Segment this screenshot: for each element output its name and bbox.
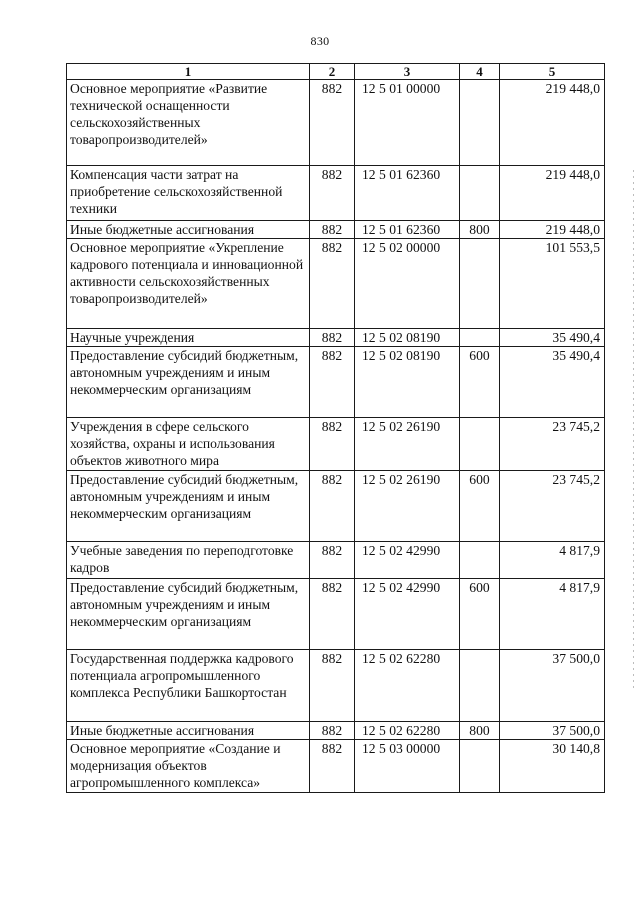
- row-name-cell: Иные бюджетные ассигнования: [67, 722, 310, 740]
- column-header-5: 5: [500, 64, 605, 80]
- table-row: [67, 722, 605, 740]
- row-amount-cell: 23 745,2: [500, 418, 605, 471]
- row-department-code-cell: 882: [310, 722, 355, 740]
- row-department-code-cell: 882: [310, 329, 355, 347]
- row-target-item-cell: 12 5 02 00000: [355, 239, 460, 329]
- row-target-item-cell: 12 5 02 62280: [355, 650, 460, 722]
- row-target-item-cell: 12 5 01 62360: [355, 221, 460, 239]
- row-expense-type-cell: 600: [460, 471, 500, 542]
- table-row: [67, 740, 605, 793]
- row-target-item-cell: 12 5 02 42990: [355, 579, 460, 650]
- row-amount-cell: 37 500,0: [500, 650, 605, 722]
- row-department-code-cell: 882: [310, 579, 355, 650]
- row-department-code-cell: 882: [310, 471, 355, 542]
- table-row: [67, 650, 605, 722]
- row-target-item-cell: 12 5 02 26190: [355, 471, 460, 542]
- row-name-cell: Научные учреждения: [67, 329, 310, 347]
- row-name-cell: Государственная поддержка кадрового потенциала агропромышленного комплекса Республики Башкортостан: [67, 650, 310, 722]
- budget-table: [66, 63, 605, 793]
- column-header-2: 2: [310, 64, 355, 80]
- row-name-cell: Учреждения в сфере сельского хозяйства, охраны и использования объектов животного мира: [67, 418, 310, 471]
- row-amount-cell: 35 490,4: [500, 347, 605, 418]
- row-name-cell: Основное мероприятие «Развитие технической оснащенности сельскохозяйственных товаропроизводителей»: [67, 80, 310, 166]
- row-expense-type-cell: 800: [460, 221, 500, 239]
- row-expense-type-cell: [460, 166, 500, 221]
- row-amount-cell: 219 448,0: [500, 221, 605, 239]
- row-amount-cell: 35 490,4: [500, 329, 605, 347]
- table-row: [67, 166, 605, 221]
- row-department-code-cell: 882: [310, 347, 355, 418]
- table-row: [67, 471, 605, 542]
- row-department-code-cell: 882: [310, 221, 355, 239]
- row-target-item-cell: 12 5 02 42990: [355, 542, 460, 579]
- row-amount-cell: 219 448,0: [500, 80, 605, 166]
- row-expense-type-cell: [460, 650, 500, 722]
- row-amount-cell: 219 448,0: [500, 166, 605, 221]
- table-row: [67, 347, 605, 418]
- table-row: [67, 80, 605, 166]
- row-target-item-cell: 12 5 01 62360: [355, 166, 460, 221]
- row-amount-cell: 30 140,8: [500, 740, 605, 793]
- row-department-code-cell: 882: [310, 239, 355, 329]
- scan-margin-mark: [633, 170, 634, 690]
- row-expense-type-cell: [460, 542, 500, 579]
- row-expense-type-cell: [460, 80, 500, 166]
- row-name-cell: Компенсация части затрат на приобретение сельскохозяйственной техники: [67, 166, 310, 221]
- table-row: [67, 579, 605, 650]
- row-expense-type-cell: 800: [460, 722, 500, 740]
- table-row: [67, 239, 605, 329]
- row-amount-cell: 37 500,0: [500, 722, 605, 740]
- row-name-cell: Учебные заведения по переподготовке кадров: [67, 542, 310, 579]
- row-name-cell: Основное мероприятие «Укрепление кадрового потенциала и инновационной активности сельскохозяйственных товаропроизводителей»: [67, 239, 310, 329]
- row-target-item-cell: 12 5 02 26190: [355, 418, 460, 471]
- table-row: [67, 221, 605, 239]
- row-department-code-cell: 882: [310, 418, 355, 471]
- row-department-code-cell: 882: [310, 80, 355, 166]
- table-body: [67, 80, 605, 793]
- row-name-cell: Основное мероприятие «Создание и модернизация объектов агропромышленного комплекса»: [67, 740, 310, 793]
- table-header-row: [67, 64, 605, 80]
- row-name-cell: Предоставление субсидий бюджетным, автономным учреждениям и иным некоммерческим организациям: [67, 579, 310, 650]
- row-amount-cell: 101 553,5: [500, 239, 605, 329]
- column-header-1: 1: [67, 64, 310, 80]
- row-target-item-cell: 12 5 02 08190: [355, 329, 460, 347]
- table-row: [67, 542, 605, 579]
- row-name-cell: Предоставление субсидий бюджетным, автономным учреждениям и иным некоммерческим организациям: [67, 471, 310, 542]
- row-amount-cell: 4 817,9: [500, 579, 605, 650]
- row-name-cell: Иные бюджетные ассигнования: [67, 221, 310, 239]
- row-target-item-cell: 12 5 03 00000: [355, 740, 460, 793]
- row-expense-type-cell: [460, 329, 500, 347]
- row-target-item-cell: 12 5 02 62280: [355, 722, 460, 740]
- table-row: [67, 329, 605, 347]
- row-target-item-cell: 12 5 02 08190: [355, 347, 460, 418]
- row-expense-type-cell: [460, 740, 500, 793]
- row-amount-cell: 4 817,9: [500, 542, 605, 579]
- row-department-code-cell: 882: [310, 650, 355, 722]
- row-expense-type-cell: [460, 239, 500, 329]
- row-department-code-cell: 882: [310, 166, 355, 221]
- row-expense-type-cell: 600: [460, 579, 500, 650]
- row-amount-cell: 23 745,2: [500, 471, 605, 542]
- page-number: 830: [310, 34, 330, 48]
- row-department-code-cell: 882: [310, 542, 355, 579]
- column-header-3: 3: [355, 64, 460, 80]
- row-department-code-cell: 882: [310, 740, 355, 793]
- row-target-item-cell: 12 5 01 00000: [355, 80, 460, 166]
- row-expense-type-cell: 600: [460, 347, 500, 418]
- row-name-cell: Предоставление субсидий бюджетным, автономным учреждениям и иным некоммерческим организациям: [67, 347, 310, 418]
- column-header-4: 4: [460, 64, 500, 80]
- table-row: [67, 418, 605, 471]
- row-expense-type-cell: [460, 418, 500, 471]
